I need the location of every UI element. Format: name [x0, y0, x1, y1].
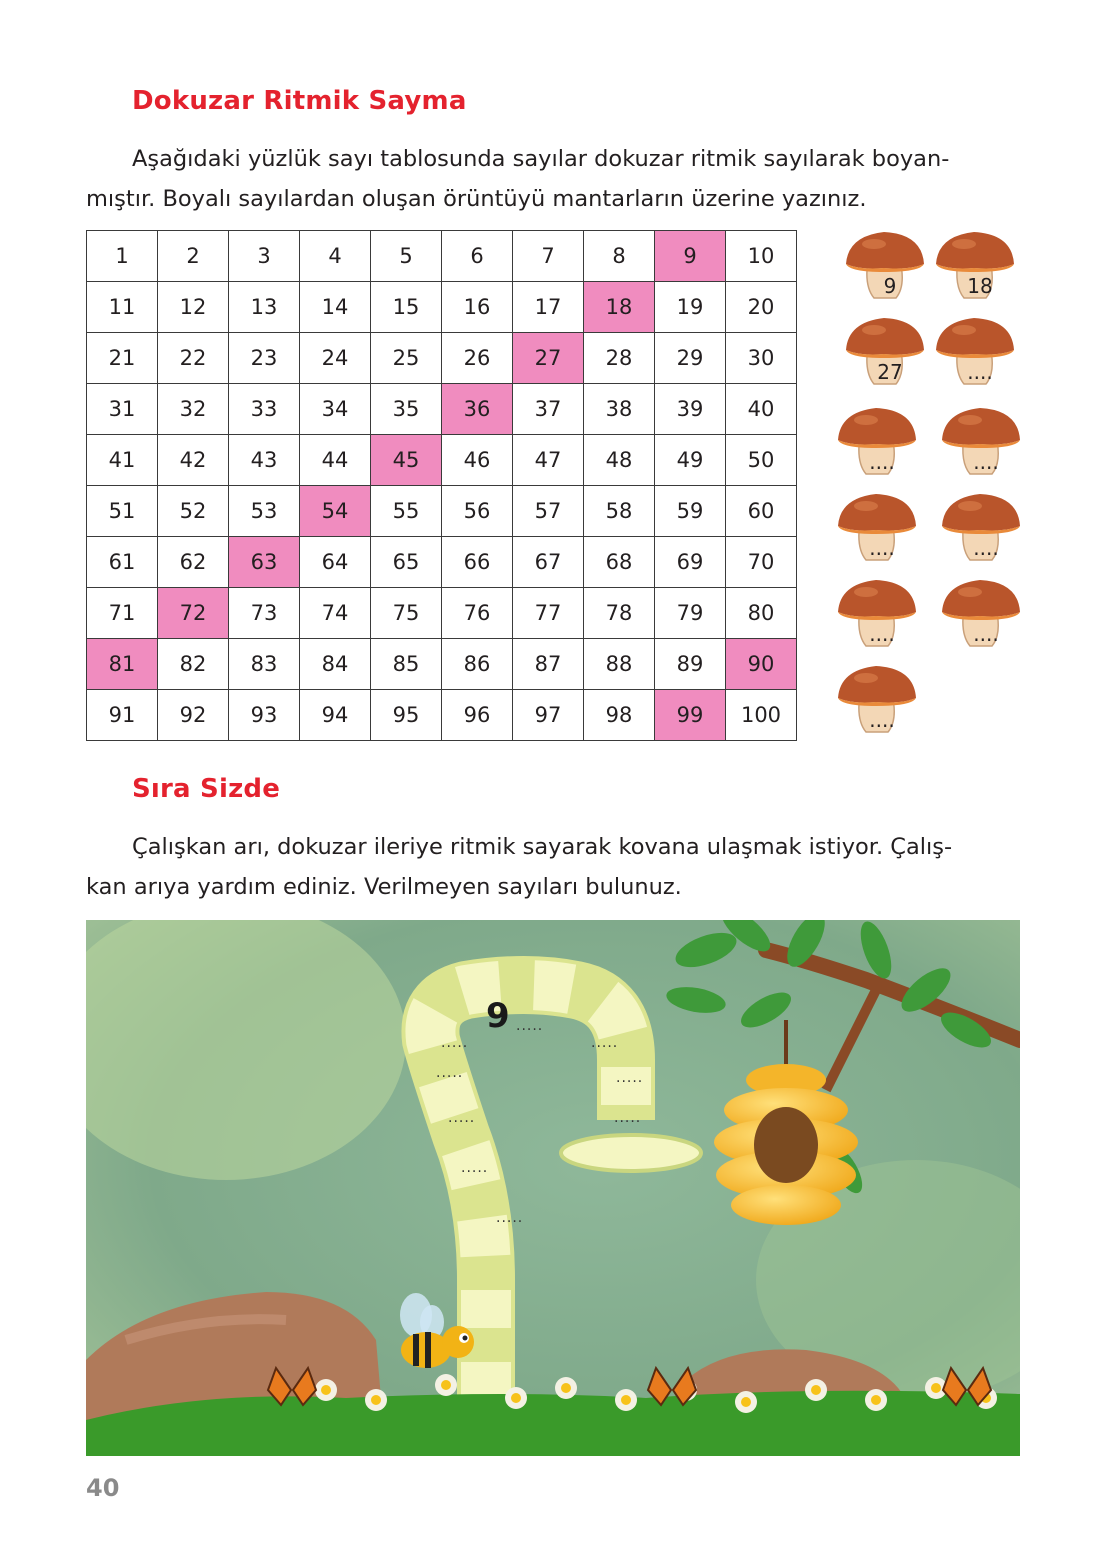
table-cell: 20: [726, 282, 797, 333]
table-cell: 99: [655, 690, 726, 741]
table-cell: 42: [158, 435, 229, 486]
table-cell: 6: [442, 231, 513, 282]
mushroom-answer[interactable]: [832, 488, 922, 568]
mushroom-label: ....: [973, 536, 999, 560]
table-cell: 47: [513, 435, 584, 486]
mushroom-label: ....: [869, 622, 895, 646]
bee-instructions-line-2: kan arıya yardım ediniz. Verilmeyen sayıları bulunuz.: [86, 874, 682, 900]
path-end-oval: [561, 1135, 701, 1171]
table-cell: 25: [371, 333, 442, 384]
mushroom-answer[interactable]: [832, 660, 922, 740]
mushroom-answer[interactable]: [832, 574, 922, 654]
mushroom-label: ....: [869, 708, 895, 732]
table-cell: 17: [513, 282, 584, 333]
table-cell: 40: [726, 384, 797, 435]
table-cell: 12: [158, 282, 229, 333]
table-cell: 77: [513, 588, 584, 639]
table-cell: 38: [584, 384, 655, 435]
mushroom-label: 27: [877, 360, 903, 384]
table-cell: 13: [229, 282, 300, 333]
mushroom-label: ....: [973, 622, 999, 646]
table-cell: 86: [442, 639, 513, 690]
table-cell: 87: [513, 639, 584, 690]
table-cell: 48: [584, 435, 655, 486]
table-cell: 79: [655, 588, 726, 639]
table-cell: 11: [87, 282, 158, 333]
mushroom-label: 18: [967, 274, 993, 298]
section-title-dokuzar: Dokuzar Ritmik Sayma: [132, 86, 467, 116]
table-cell: 68: [584, 537, 655, 588]
table-cell: 95: [371, 690, 442, 741]
mushroom-answer[interactable]: [832, 402, 922, 482]
table-cell: 41: [87, 435, 158, 486]
table-cell: 64: [300, 537, 371, 588]
table-cell: 65: [371, 537, 442, 588]
table-cell: 75: [371, 588, 442, 639]
mushroom-label: ....: [973, 450, 999, 474]
mushroom-answer[interactable]: [936, 402, 1026, 482]
table-cell: 28: [584, 333, 655, 384]
table-cell: 50: [726, 435, 797, 486]
table-cell: 16: [442, 282, 513, 333]
path-blank-step[interactable]: .....: [616, 1070, 644, 1086]
table-cell: 15: [371, 282, 442, 333]
table-row: [87, 333, 797, 384]
table-cell: 32: [158, 384, 229, 435]
table-cell: 91: [87, 690, 158, 741]
table-cell: 21: [87, 333, 158, 384]
bee-instructions-line-1: Çalışkan arı, dokuzar ileriye ritmik sayarak kovana ulaşmak istiyor. Çalış-: [132, 834, 953, 860]
table-cell: 37: [513, 384, 584, 435]
table-cell: 85: [371, 639, 442, 690]
mushroom-label: ....: [869, 536, 895, 560]
table-cell: 73: [229, 588, 300, 639]
table-cell: 31: [87, 384, 158, 435]
table-cell: 49: [655, 435, 726, 486]
table-cell: 46: [442, 435, 513, 486]
mushroom-label: 9: [883, 274, 897, 298]
table-cell: 44: [300, 435, 371, 486]
table-cell: 34: [300, 384, 371, 435]
table-cell: 9: [655, 231, 726, 282]
table-cell: 30: [726, 333, 797, 384]
table-cell: 8: [584, 231, 655, 282]
table-cell: 67: [513, 537, 584, 588]
table-cell: 60: [726, 486, 797, 537]
mushroom-answer[interactable]: [840, 226, 930, 306]
path-blank-step[interactable]: .....: [448, 1110, 476, 1126]
table-cell: 52: [158, 486, 229, 537]
bee-instructions-paragraph: [86, 827, 1022, 907]
mushroom-answer[interactable]: [930, 312, 1020, 392]
table-cell: 53: [229, 486, 300, 537]
table-row: [87, 537, 797, 588]
table-cell: 43: [229, 435, 300, 486]
table-cell: 10: [726, 231, 797, 282]
path-blank-step[interactable]: .....: [614, 1110, 642, 1126]
table-cell: 71: [87, 588, 158, 639]
table-cell: 72: [158, 588, 229, 639]
table-cell: 98: [584, 690, 655, 741]
table-cell: 61: [87, 537, 158, 588]
table-cell: 24: [300, 333, 371, 384]
table-cell: 88: [584, 639, 655, 690]
path-blank-step[interactable]: .....: [461, 1160, 489, 1176]
table-cell: 7: [513, 231, 584, 282]
table-cell: 3: [229, 231, 300, 282]
table-cell: 39: [655, 384, 726, 435]
table-cell: 19: [655, 282, 726, 333]
table-cell: 33: [229, 384, 300, 435]
table-cell: 27: [513, 333, 584, 384]
hundred-chart-table: [86, 230, 797, 741]
table-cell: 36: [442, 384, 513, 435]
table-cell: 89: [655, 639, 726, 690]
table-cell: 45: [371, 435, 442, 486]
table-cell: 57: [513, 486, 584, 537]
table-cell: 100: [726, 690, 797, 741]
table-cell: 22: [158, 333, 229, 384]
table-row: [87, 588, 797, 639]
table-row: [87, 435, 797, 486]
table-cell: 96: [442, 690, 513, 741]
table-row: [87, 486, 797, 537]
table-cell: 90: [726, 639, 797, 690]
table-row: [87, 384, 797, 435]
table-cell: 35: [371, 384, 442, 435]
table-cell: 92: [158, 690, 229, 741]
table-cell: 82: [158, 639, 229, 690]
table-cell: 14: [300, 282, 371, 333]
path-start-number: 9: [486, 996, 510, 1036]
table-row: [87, 231, 797, 282]
mushroom-label: ....: [869, 450, 895, 474]
section-title-sira-sizde: Sıra Sizde: [132, 774, 281, 804]
mushroom-label: ....: [967, 360, 993, 384]
table-cell: 2: [158, 231, 229, 282]
mushroom-answer[interactable]: [840, 312, 930, 392]
mushroom-answer[interactable]: [936, 574, 1026, 654]
path-blank-step[interactable]: .....: [516, 1018, 544, 1034]
instructions-line-1: Aşağıdaki yüzlük sayı tablosunda sayılar dokuzar ritmik sayılarak boyan-: [132, 146, 950, 172]
path-blank-step[interactable]: .....: [441, 1035, 469, 1051]
table-cell: 55: [371, 486, 442, 537]
path-blank-step[interactable]: .....: [496, 1210, 524, 1226]
table-cell: 74: [300, 588, 371, 639]
table-cell: 94: [300, 690, 371, 741]
table-cell: 97: [513, 690, 584, 741]
table-cell: 26: [442, 333, 513, 384]
table-cell: 62: [158, 537, 229, 588]
instructions-paragraph: [86, 139, 1022, 219]
table-cell: 56: [442, 486, 513, 537]
table-cell: 23: [229, 333, 300, 384]
table-row: [87, 282, 797, 333]
table-cell: 59: [655, 486, 726, 537]
table-row: [87, 690, 797, 741]
instructions-line-2: mıştır. Boyalı sayılardan oluşan örüntüyü mantarların üzerine yazınız.: [86, 186, 867, 212]
table-cell: 66: [442, 537, 513, 588]
table-cell: 78: [584, 588, 655, 639]
table-row: [87, 639, 797, 690]
table-cell: 5: [371, 231, 442, 282]
table-cell: 1: [87, 231, 158, 282]
path-blank-step[interactable]: .....: [591, 1035, 619, 1051]
table-cell: 81: [87, 639, 158, 690]
table-cell: 63: [229, 537, 300, 588]
table-cell: 18: [584, 282, 655, 333]
mushroom-answer-group: [826, 226, 1026, 746]
table-cell: 29: [655, 333, 726, 384]
table-cell: 76: [442, 588, 513, 639]
table-cell: 70: [726, 537, 797, 588]
bee-path-illustration: [86, 920, 1020, 1456]
scene-background: [86, 920, 1020, 1456]
table-cell: 4: [300, 231, 371, 282]
table-cell: 83: [229, 639, 300, 690]
mushroom-answer[interactable]: [930, 226, 1020, 306]
page-number: 40: [86, 1474, 120, 1502]
mushroom-answer[interactable]: [936, 488, 1026, 568]
table-cell: 84: [300, 639, 371, 690]
path-blank-step[interactable]: .....: [436, 1065, 464, 1081]
table-cell: 80: [726, 588, 797, 639]
table-cell: 69: [655, 537, 726, 588]
table-cell: 93: [229, 690, 300, 741]
table-cell: 54: [300, 486, 371, 537]
table-cell: 51: [87, 486, 158, 537]
table-cell: 58: [584, 486, 655, 537]
